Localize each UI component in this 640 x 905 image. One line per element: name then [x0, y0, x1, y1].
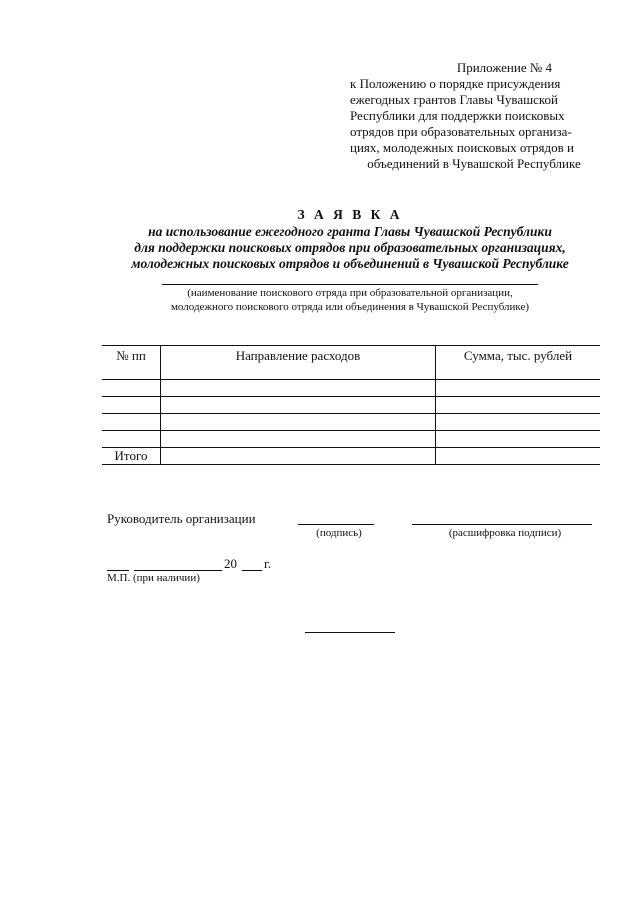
date-day-line	[107, 570, 129, 571]
table-cell	[161, 397, 436, 414]
appendix-block	[350, 60, 598, 172]
header-direction: Направление расходов	[161, 346, 436, 380]
table-row	[102, 414, 600, 431]
title-heading: З А Я В К А	[297, 207, 403, 222]
table-row	[102, 397, 600, 414]
table-cell	[436, 397, 601, 414]
title-line: для поддержки поисковых отрядов при образовательных организациях,	[134, 240, 566, 255]
table-cell	[161, 414, 436, 431]
organization-name-line	[162, 284, 538, 285]
table-cell	[102, 397, 161, 414]
table-row	[102, 380, 600, 397]
signature-decode-caption: (расшифровка подписи)	[448, 527, 562, 539]
appendix-line: отрядов при образовательных организа-	[350, 124, 572, 139]
table-cell	[102, 414, 161, 431]
appendix-line: Республики для поддержки поисковых	[350, 108, 565, 123]
date-year-line	[242, 570, 262, 571]
date-year-suffix: г.	[264, 556, 272, 571]
appendix-line: циях, молодежных поисковых отрядов и	[350, 140, 574, 155]
end-of-document-line	[305, 632, 395, 633]
table-cell	[102, 431, 161, 448]
header-number: № пп	[102, 346, 161, 380]
table-cell	[436, 448, 601, 465]
appendix-line: объединений в Чувашской Республике	[367, 156, 581, 171]
table-cell	[161, 380, 436, 397]
caption-line: молодежного поискового отряда или объединения в Чувашской Республике)	[170, 301, 530, 313]
table-cell	[102, 380, 161, 397]
table-row	[102, 431, 600, 448]
total-row	[102, 448, 600, 465]
appendix-title: Приложение № 4	[456, 60, 552, 75]
organization-name-caption	[110, 286, 590, 314]
header-amount: Сумма, тыс. рублей	[436, 346, 601, 380]
table-cell	[436, 414, 601, 431]
table-cell	[161, 448, 436, 465]
date-year-prefix: 20	[224, 556, 237, 571]
caption-line: (наименование поискового отряда при образовательной организации,	[187, 287, 513, 299]
table-cell	[161, 431, 436, 448]
table-header-row	[102, 346, 600, 380]
appendix-line: ежегодных грантов Главы Чувашской	[350, 92, 558, 107]
appendix-line: к Положению о порядке присуждения	[350, 76, 561, 91]
expenses-table	[102, 345, 600, 465]
signature-decode-line	[412, 524, 592, 525]
head-of-organization-label: Руководитель организации	[107, 511, 256, 526]
title-line: молодежных поисковых отрядов и объединений в Чувашской Республике	[131, 256, 569, 271]
table-cell	[436, 380, 601, 397]
document-title	[90, 207, 610, 272]
title-line: на использование ежегодного гранта Главы Чувашской Республики	[148, 224, 552, 239]
date-month-line	[134, 570, 222, 571]
table-cell	[436, 431, 601, 448]
signature-caption: (подпись)	[316, 527, 362, 539]
stamp-note: М.П. (при наличии)	[107, 572, 200, 584]
signature-line	[298, 524, 374, 525]
total-label: Итого	[102, 448, 161, 465]
